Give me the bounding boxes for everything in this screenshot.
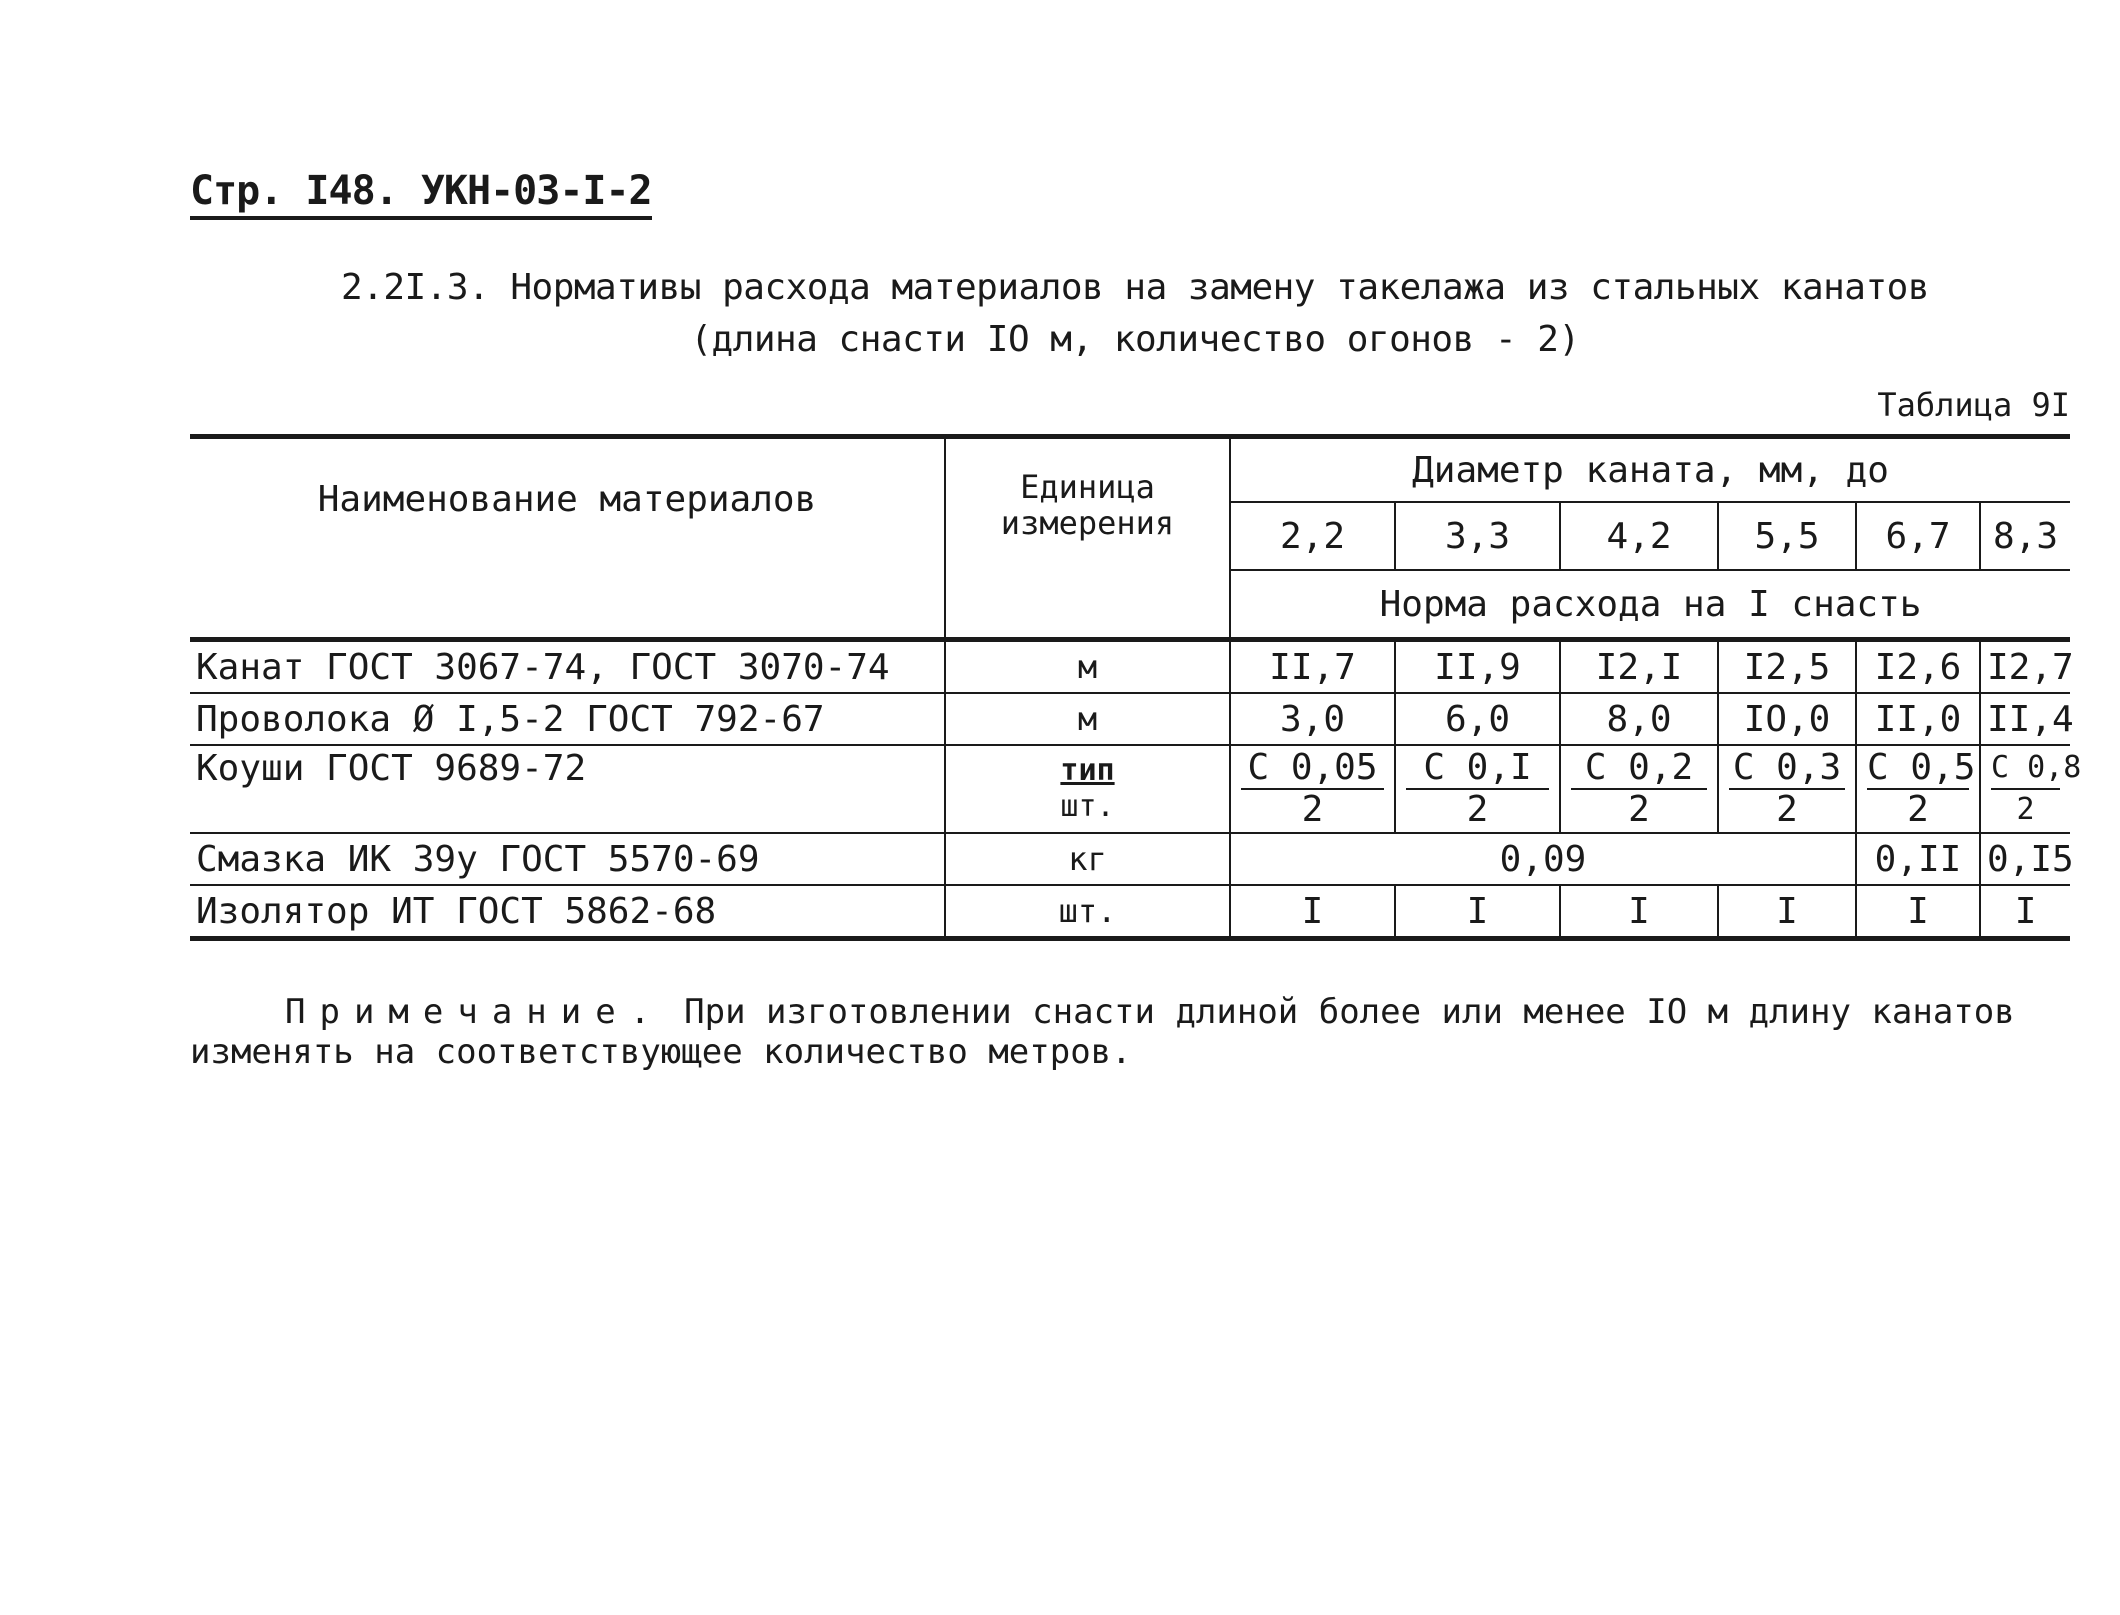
material-unit: м [945,640,1230,694]
table-header-row [190,437,2070,503]
value-cell: 0,I5 [1980,833,2070,885]
material-name: Смазка ИК 39у ГОСТ 5570-69 [190,833,945,885]
table-row [190,885,2070,939]
value-cell: С 0,2 2 [1560,745,1718,833]
material-unit: шт. [945,885,1230,939]
note-line-2: изменять на соответствующее количество метров. [190,1032,1132,1072]
value-cell: I2,6 [1856,640,1980,694]
diameter-cell: 6,7 [1856,502,1980,570]
material-name: Проволока Ø I,5-2 ГОСТ 792-67 [190,693,945,745]
header-unit: Единица измерения [945,437,1230,640]
diameter-cell: 2,2 [1230,502,1395,570]
value-cell: II,4 [1980,693,2070,745]
value-cell: I2,I [1560,640,1718,694]
diameter-cell: 3,3 [1395,502,1560,570]
value-cell: I [1560,885,1718,939]
material-name: Изолятор ИТ ГОСТ 5862-68 [190,885,945,939]
table-note [190,992,2090,1072]
note-line-1 [190,992,2090,1032]
unit-pieces: шт. [1060,789,1115,824]
value-cell: II,0 [1856,693,1980,745]
title-line-2: (длина снасти IO м, количество огонов - 2) [690,319,1580,360]
note-label: Примечание. [285,992,665,1032]
header-material-name: Наименование материалов [190,437,945,640]
value-cell: I [1856,885,1980,939]
diameter-cell: 8,3 [1980,502,2070,570]
table-row [190,833,2070,885]
material-name: Коуши ГОСТ 9689-72 [190,745,945,833]
table-number: Таблица 9I [1877,386,2070,424]
table-row [190,640,2070,694]
value-cell: I [1718,885,1856,939]
value-cell-merged: 0,09 [1230,833,1856,885]
note-text-1: При изготовлении снасти длиной более или менее IO м длину канатов [684,992,2015,1032]
material-name: Канат ГОСТ 3067-74, ГОСТ 3070-74 [190,640,945,694]
value-cell: I [1395,885,1560,939]
diameter-cell: 5,5 [1718,502,1856,570]
page-reference: Стр. I48. УКН-03-I-2 [190,168,652,220]
value-cell: С 0,05 2 [1230,745,1395,833]
table-row [190,693,2070,745]
unit-type: тип [1060,753,1115,788]
value-cell: I [1980,885,2070,939]
value-cell: II,7 [1230,640,1395,694]
value-cell: 3,0 [1230,693,1395,745]
value-cell: С 0,I 2 [1395,745,1560,833]
diameter-cell: 4,2 [1560,502,1718,570]
materials-table [190,434,2082,941]
value-cell: I2,7 [1980,640,2070,694]
value-cell: 6,0 [1395,693,1560,745]
value-cell: С 0,3 2 [1718,745,1856,833]
value-cell: С 0,8 2 [1980,745,2070,833]
header-norm: Норма расхода на I снасть [1230,570,2070,640]
material-unit: м [945,693,1230,745]
value-cell: С 0,5 2 [1856,745,1980,833]
document-title [190,262,2080,366]
value-cell: I2,5 [1718,640,1856,694]
value-cell: I [1230,885,1395,939]
header-diameter: Диаметр каната, мм, до [1230,437,2070,503]
value-cell: 0,II [1856,833,1980,885]
value-cell: 8,0 [1560,693,1718,745]
value-cell: IO,0 [1718,693,1856,745]
title-line-1: 2.2I.3. Нормативы расхода материалов на замену такелажа из стальных канатов [340,267,1930,308]
material-unit: кг [945,833,1230,885]
material-unit [945,745,1230,833]
value-cell: II,9 [1395,640,1560,694]
table-row [190,745,2070,833]
